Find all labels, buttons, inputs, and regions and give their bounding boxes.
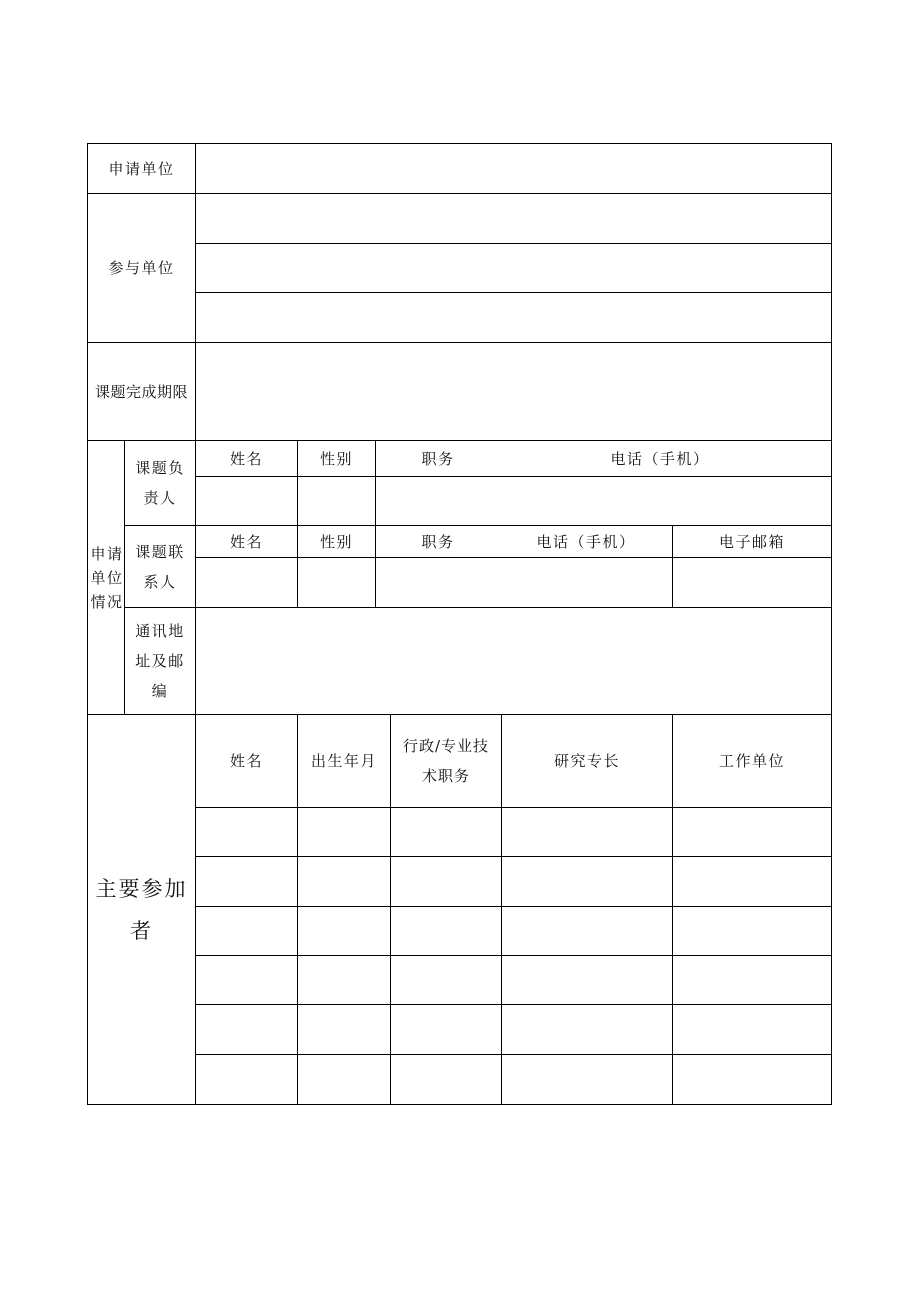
project-leader-label: 课题负责人 [135,459,185,507]
participating-unit-field[interactable] [196,244,831,292]
participant-row[interactable] [196,956,831,1004]
applicant-info-label: 申请单位情况 [90,544,124,611]
participant-name-header: 姓名 [229,752,263,770]
contact-email-field[interactable] [673,558,831,607]
leader-name-field[interactable] [196,477,297,525]
participating-unit-label: 参与单位 [108,259,175,277]
participating-unit-field[interactable] [196,293,831,342]
applicant-unit-label: 申请单位 [108,159,175,178]
address-postcode-field[interactable] [196,608,831,714]
leader-gender-header: 性别 [319,449,353,468]
contact-position-phone-field[interactable] [376,558,672,607]
participating-unit-field[interactable] [196,194,831,243]
participant-expertise-header: 研究专长 [553,752,620,770]
participant-row[interactable] [196,907,831,955]
leader-gender-field[interactable] [298,477,375,525]
completion-period-field[interactable] [196,343,831,440]
rule [87,1104,832,1105]
address-postcode-label: 通讯地址及邮编 [135,622,185,700]
main-participants-label: 主要参加者 [95,876,188,943]
leader-phone-header: 电话（手机） [610,449,710,468]
contact-name-header: 姓名 [229,532,263,551]
participant-row[interactable] [196,808,831,856]
participant-row[interactable] [196,1005,831,1054]
participant-row[interactable] [196,1055,831,1104]
leader-position-phone-field[interactable] [376,477,831,525]
participant-row[interactable] [196,857,831,906]
leader-position-header: 职务 [421,449,455,468]
participant-birth-header: 出生年月 [310,752,377,770]
participant-workplace-header: 工作单位 [718,752,785,770]
contact-gender-field[interactable] [298,558,375,607]
project-contact-label: 课题联系人 [135,542,185,591]
leader-name-header: 姓名 [229,449,263,468]
contact-position-header: 职务 [421,532,455,551]
participant-title-header: 行政/专业技术职务 [402,737,490,785]
contact-gender-header: 性别 [319,532,353,551]
completion-period-label: 课题完成期限 [94,382,188,401]
contact-name-field[interactable] [196,558,297,607]
rule [831,143,832,1105]
contact-email-header: 电子邮箱 [718,532,785,551]
contact-phone-header: 电话（手机） [536,532,636,551]
applicant-unit-field[interactable] [196,144,831,193]
